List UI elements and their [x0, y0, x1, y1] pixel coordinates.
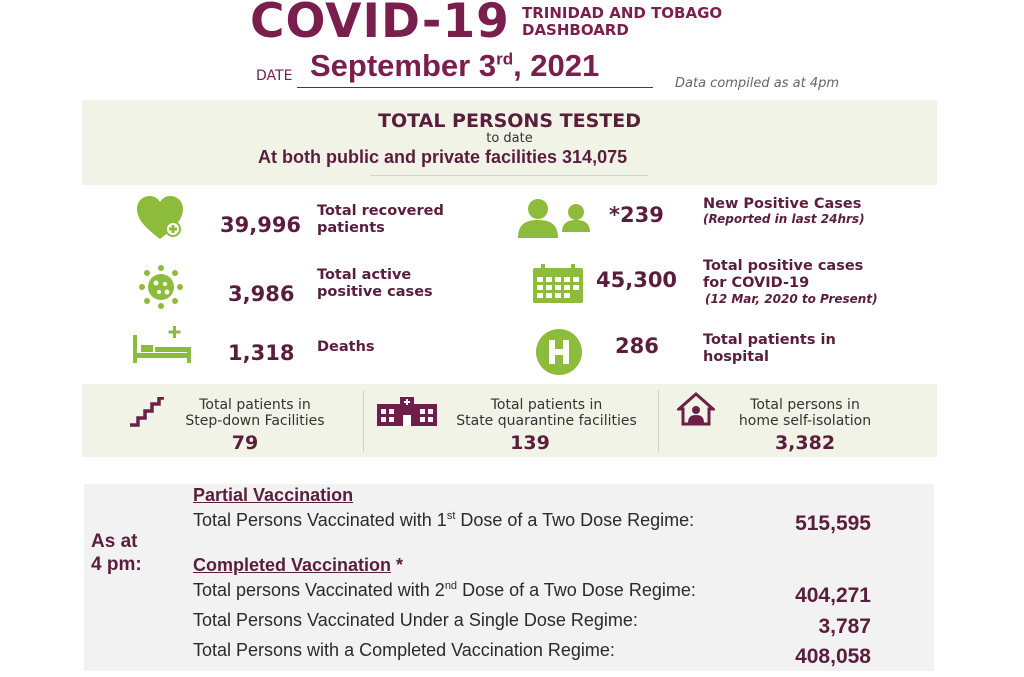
total-positive-label-l2: for COVID-19	[703, 275, 810, 291]
deaths-value: 1,318	[228, 341, 295, 365]
hospital-label-l1: Total patients in	[703, 332, 836, 348]
tested-subtitle: to date	[486, 131, 533, 146]
date-suffix: rd	[496, 49, 514, 69]
as-at-l2: 4 pm:	[91, 554, 142, 575]
isolation-label-l2: home self-isolation	[738, 413, 872, 429]
dashboard-title: COVID-19	[250, 0, 510, 49]
completed-regime-value: 408,058	[795, 645, 871, 668]
single-dose-value: 3,787	[818, 615, 871, 638]
second-line-a: Total persons Vaccinated with 2	[193, 580, 445, 600]
new-positive-note: (Reported in last 24hrs)	[703, 212, 865, 226]
completed-vaccination-heading	[193, 555, 403, 576]
date-main: September 3	[310, 48, 497, 83]
building-icon	[376, 395, 438, 427]
dashboard-subtitle	[522, 5, 722, 39]
people-icon	[516, 198, 592, 238]
virus-icon	[137, 264, 185, 310]
date-year: , 2021	[513, 48, 600, 83]
partial-vaccination-heading: Partial Vaccination	[193, 485, 354, 505]
active-label-l2: positive cases	[317, 284, 433, 300]
recovered-value: 39,996	[220, 213, 302, 237]
recovered-label-l1: Total recovered	[317, 203, 444, 219]
partial-vaccination-value: 515,595	[795, 512, 871, 535]
active-label	[317, 267, 433, 301]
new-positive-value: *239	[609, 203, 664, 227]
partial-line-b: Dose of a Two Dose Regime:	[455, 510, 695, 530]
active-value: 3,986	[228, 282, 295, 306]
hospital-h-icon	[535, 328, 583, 376]
hospital-label-l2: hospital	[703, 349, 769, 365]
stairs-icon	[128, 397, 166, 427]
partial-line-a: Total Persons Vaccinated with 1	[193, 510, 447, 530]
heart-plus-icon	[136, 195, 186, 241]
isolation-label-l1: Total persons in	[750, 397, 860, 413]
tested-total: At both public and private facilities 314,075	[258, 147, 628, 167]
hospital-value: 286	[615, 334, 659, 358]
isolation-value: 3,382	[774, 432, 836, 454]
total-positive-label-l1: Total positive cases	[703, 258, 864, 274]
second-dose-value: 404,271	[795, 584, 871, 607]
second-dose-line	[193, 580, 696, 601]
tested-title: TOTAL PERSONS TESTED	[378, 110, 641, 132]
stepdown-label	[170, 397, 340, 429]
new-positive-label: New Positive Cases	[703, 196, 862, 212]
quarantine-label-l2: State quarantine facilities	[456, 413, 637, 429]
compiled-note: Data compiled as at 4pm	[675, 76, 840, 91]
completed-asterisk: *	[391, 555, 404, 575]
isolation-label	[720, 397, 890, 429]
calendar-icon	[532, 264, 584, 304]
as-at-label	[91, 530, 142, 576]
second-line-b: Dose of a Two Dose Regime:	[457, 580, 696, 600]
hospital-label	[703, 332, 836, 366]
stepdown-value: 79	[231, 432, 259, 454]
total-positive-value: 45,300	[596, 268, 678, 292]
date-underline	[297, 87, 653, 88]
stepdown-label-l2: Step-down Facilities	[185, 413, 325, 429]
single-dose-line: Total Persons Vaccinated Under a Single Dose Regime:	[193, 610, 638, 630]
subtitle-line-1: TRINIDAD AND TOBAGO	[522, 4, 723, 22]
total-positive-label	[703, 258, 863, 292]
hospital-bed-icon	[131, 323, 193, 365]
report-date	[310, 48, 599, 84]
home-person-icon	[677, 392, 715, 426]
quarantine-label-l1: Total patients in	[490, 397, 603, 413]
completed-regime-line: Total Persons with a Completed Vaccination Regime:	[193, 640, 615, 660]
subtitle-line-2: DASHBOARD	[522, 21, 629, 39]
recovered-label	[317, 203, 444, 237]
partial-line-sup: st	[446, 510, 456, 522]
partial-vaccination-line	[193, 510, 694, 531]
active-label-l1: Total active	[317, 267, 412, 283]
date-label: DATE	[256, 68, 293, 84]
band-divider-1	[363, 390, 364, 452]
recovered-label-l2: patients	[317, 220, 385, 236]
tested-divider	[370, 175, 648, 176]
quarantine-value: 139	[510, 432, 550, 454]
stepdown-label-l1: Total patients in	[199, 397, 311, 413]
second-line-sup: nd	[444, 580, 458, 592]
deaths-label: Deaths	[317, 339, 375, 355]
band-divider-2	[658, 390, 659, 452]
as-at-l1: As at	[91, 531, 138, 552]
quarantine-label	[444, 397, 649, 429]
total-positive-note: (12 Mar, 2020 to Present)	[705, 292, 878, 306]
completed-heading-text: Completed Vaccination	[193, 555, 392, 575]
